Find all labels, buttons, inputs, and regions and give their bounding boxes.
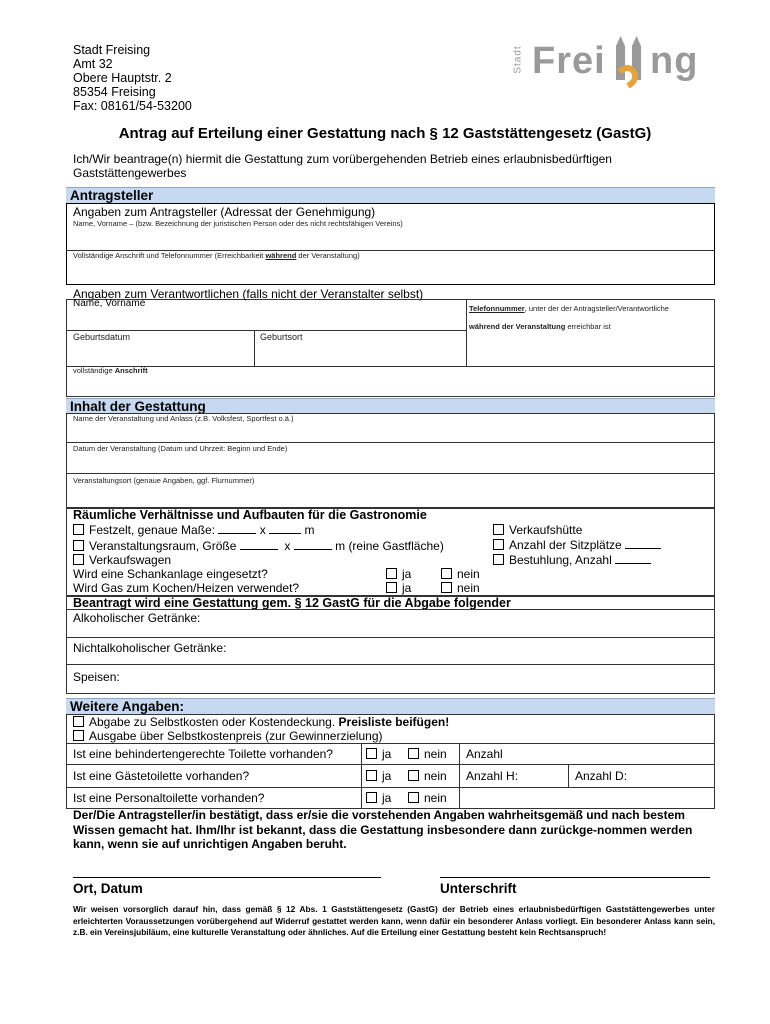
declaration-text: Der/Die Antragsteller/in bestätigt, dass er/sie die vorstehenden Angaben wahrheitsgemäß und nach bestem Wissen gemacht hat. Ihm/Ihr ist bekannt, dass die Gestattung insbesondere dann zurückge-nommen werden kann, wenn sie auf unrichtigen Angaben beruht. (73, 808, 693, 851)
responsible-subheading: Angaben zum Verantwortlichen (falls nicht der Veranstalter selbst) (73, 287, 424, 301)
toilette-personal-ja-option[interactable]: ja (366, 791, 391, 805)
address-line: Obere Hauptstr. 2 (73, 71, 172, 85)
responsible-name-field[interactable] (66, 310, 466, 330)
gas-ja-checkbox[interactable] (386, 582, 397, 593)
nichtalkohol-field[interactable] (67, 655, 714, 664)
signature-label: Unterschrift (440, 881, 517, 896)
logo-word-a: Frei (532, 40, 606, 82)
huette-option[interactable]: Verkaufshütte (493, 523, 582, 537)
toilette-gaeste-nein-option[interactable]: nein (408, 769, 447, 783)
wagen-option[interactable]: Verkaufswagen (73, 553, 171, 567)
birthplace-field[interactable] (255, 342, 465, 365)
festzelt-option[interactable]: Festzelt, genaue Maße: x m (73, 523, 314, 537)
event-place-field[interactable] (67, 485, 714, 507)
bestuhlung-field[interactable] (615, 563, 651, 564)
schank-nein-checkbox[interactable] (441, 568, 452, 579)
logo-word-b: ng (650, 40, 699, 82)
full-address-field[interactable] (67, 375, 714, 396)
sitzplaetze-option[interactable]: Anzahl der Sitzplätze (493, 538, 661, 552)
toilette-gaeste-question: Ist eine Gästetoilette vorhanden? (73, 769, 250, 783)
gas-nein-checkbox[interactable] (441, 582, 452, 593)
toilette-behindert-ja-checkbox[interactable] (366, 748, 377, 759)
selbstkosten-checkbox[interactable] (73, 716, 84, 727)
raum-length-field[interactable] (240, 549, 278, 550)
phone-field[interactable] (467, 337, 714, 365)
toilette-behindert-question: Ist eine behindertengerechte Toilette vorhanden? (73, 747, 333, 761)
gewinn-checkbox[interactable] (73, 730, 84, 741)
raum-checkbox[interactable] (73, 540, 84, 551)
abgabe-heading: Beantragt wird eine Gestattung gem. § 12 GastG für die Abgabe folgender (73, 596, 511, 610)
schank-question: Wird eine Schankanlage eingesetzt? (73, 567, 268, 581)
anzahl-h-field[interactable] (522, 765, 567, 786)
toilette-gaeste-nein-checkbox[interactable] (408, 770, 419, 781)
nichtalkohol-label: Nichtalkoholischer Getränke: (73, 641, 227, 655)
place-date-label: Ort, Datum (73, 881, 143, 896)
sender-address (73, 43, 192, 113)
sitzplaetze-checkbox[interactable] (493, 539, 504, 550)
schank-ja-checkbox[interactable] (386, 568, 397, 579)
address-line: Stadt Freising (73, 43, 151, 57)
festzelt-width-field[interactable] (269, 533, 301, 534)
alkohol-field[interactable] (67, 625, 714, 637)
applicant-address-label: Vollständige Anschrift und Telefonnummer (Erreichbarkeit während der Veranstaltung) (73, 251, 360, 260)
toilette-personal-nein-checkbox[interactable] (408, 792, 419, 803)
intro-text: Ich/Wir beantrage(n) hiermit die Gestattung zum vorübergehenden Betrieb eines erlaubnisbedürftigen Gaststättengewerbes (73, 152, 612, 180)
speisen-field[interactable] (120, 666, 714, 692)
page-title: Antrag auf Erteilung einer Gestattung nach § 12 Gaststättengesetz (GastG) (118, 125, 652, 142)
festzelt-checkbox[interactable] (73, 524, 84, 535)
toilette-personal-ja-checkbox[interactable] (366, 792, 377, 803)
place-date-line[interactable] (73, 877, 381, 878)
raum-option[interactable]: Veranstaltungsraum, Größe x m (reine Gastfläche) (73, 539, 444, 553)
selbstkosten-option[interactable]: Abgabe zu Selbstkosten oder Kostendeckung. Preisliste beifügen! (73, 715, 449, 729)
schank-ja-option[interactable]: ja (386, 567, 411, 581)
birthplace-label: Geburtsort (260, 332, 303, 342)
event-date-label: Datum der Veranstaltung (Datum und Uhrzeit: Beginn und Ende) (73, 444, 288, 453)
gas-question: Wird Gas zum Kochen/Heizen verwendet? (73, 581, 300, 595)
alkohol-label: Alkoholischer Getränke: (73, 611, 201, 625)
toilette-gaeste-ja-checkbox[interactable] (366, 770, 377, 781)
toilette-behindert-nein-option[interactable]: nein (408, 747, 447, 761)
birthdate-label: Geburtsdatum (73, 332, 131, 342)
anzahl-d-label: Anzahl D: (575, 769, 628, 783)
toilette-personal-nein-option[interactable]: nein (408, 791, 447, 805)
gas-nein-option[interactable]: nein (441, 581, 480, 595)
applicant-name-label: Name, Vorname – (bzw. Bezeichnung der juristischen Person oder des nicht rechtsfähigen Vereins) (73, 219, 403, 228)
freising-logo (512, 36, 706, 88)
raum-width-field[interactable] (294, 549, 332, 550)
footer-note: Wir weisen vorsorglich darauf hin, dass gemäß § 12 Abs. 1 Gaststättengesetz (GastG) der Betrieb eines erlaubnisbedürftigen Gaststättengewerbes unter erleichterten Voraussetzungen vorübergehend auf Widerruf gestattet werden kann, wenn dafür ein besonderer Anlass vorliegt. Ein besonderer Anlass kann sein, z.B. ein Vereinsjubiläum, eine kulturelle Veranstaltung oder ähnliches. Auf die Erteilung einer Gestattung besteht kein Rechtsanspruch! (73, 904, 715, 937)
anzahl-field[interactable] (512, 744, 713, 763)
section-heading-inhalt: Inhalt der Gestattung (66, 398, 715, 414)
anzahl-h-label: Anzahl H: (466, 769, 519, 783)
gewinn-option[interactable]: Ausgabe über Selbstkostenpreis (zur Gewinnerzielung) (73, 729, 383, 743)
event-place-label: Veranstaltungsort (genaue Angaben, ggf. Flurnummer) (73, 476, 255, 485)
gas-ja-option[interactable]: ja (386, 581, 411, 595)
wagen-checkbox[interactable] (73, 554, 84, 565)
section-heading-weitere: Weitere Angaben: (66, 698, 715, 714)
anzahl-d-field[interactable] (633, 765, 713, 786)
speisen-label: Speisen: (73, 670, 120, 684)
birthdate-field[interactable] (67, 342, 253, 365)
address-line: Fax: 08161/54-53200 (73, 99, 192, 113)
event-name-label: Name der Veranstaltung und Anlass (z.B. Volksfest, Sportfest o.ä.) (73, 414, 294, 423)
bestuhlung-option[interactable]: Bestuhlung, Anzahl (493, 553, 651, 567)
anzahl-label: Anzahl (466, 747, 503, 761)
antragsteller-subheading: Angaben zum Antragsteller (Adressat der Genehmigung) (73, 205, 376, 219)
toilette-personal-question: Ist eine Personaltoilette vorhanden? (73, 791, 265, 805)
address-line: Amt 32 (73, 57, 113, 71)
schank-nein-option[interactable]: nein (441, 567, 480, 581)
logo-tower-icon (612, 36, 652, 88)
logo-prefix: Stadt (512, 45, 524, 74)
toilette-behindert-ja-option[interactable]: ja (366, 747, 391, 761)
bestuhlung-checkbox[interactable] (493, 554, 504, 565)
raeumlich-heading: Räumliche Verhältnisse und Aufbauten für die Gastronomie (73, 508, 427, 522)
event-name-field[interactable] (67, 423, 714, 442)
applicant-name-field[interactable] (66, 227, 715, 250)
sitzplaetze-field[interactable] (625, 548, 661, 549)
phone-label: Telefonnummer, unter der der Antragsteller/Verantwortliche während der Veranstaltung erreichbar ist (469, 304, 669, 331)
applicant-address-field[interactable] (66, 260, 715, 284)
section-heading-antragsteller: Antragsteller (66, 187, 715, 203)
huette-checkbox[interactable] (493, 524, 504, 535)
address-line: 85354 Freising (73, 85, 156, 99)
toilette-behindert-nein-checkbox[interactable] (408, 748, 419, 759)
signature-line[interactable] (440, 877, 710, 878)
responsible-name-label: Name, Vorname (73, 298, 146, 309)
toilette-gaeste-ja-option[interactable]: ja (366, 769, 391, 783)
event-date-field[interactable] (67, 453, 714, 473)
full-address-label: vollständige Anschrift (73, 366, 148, 375)
festzelt-length-field[interactable] (218, 533, 256, 534)
